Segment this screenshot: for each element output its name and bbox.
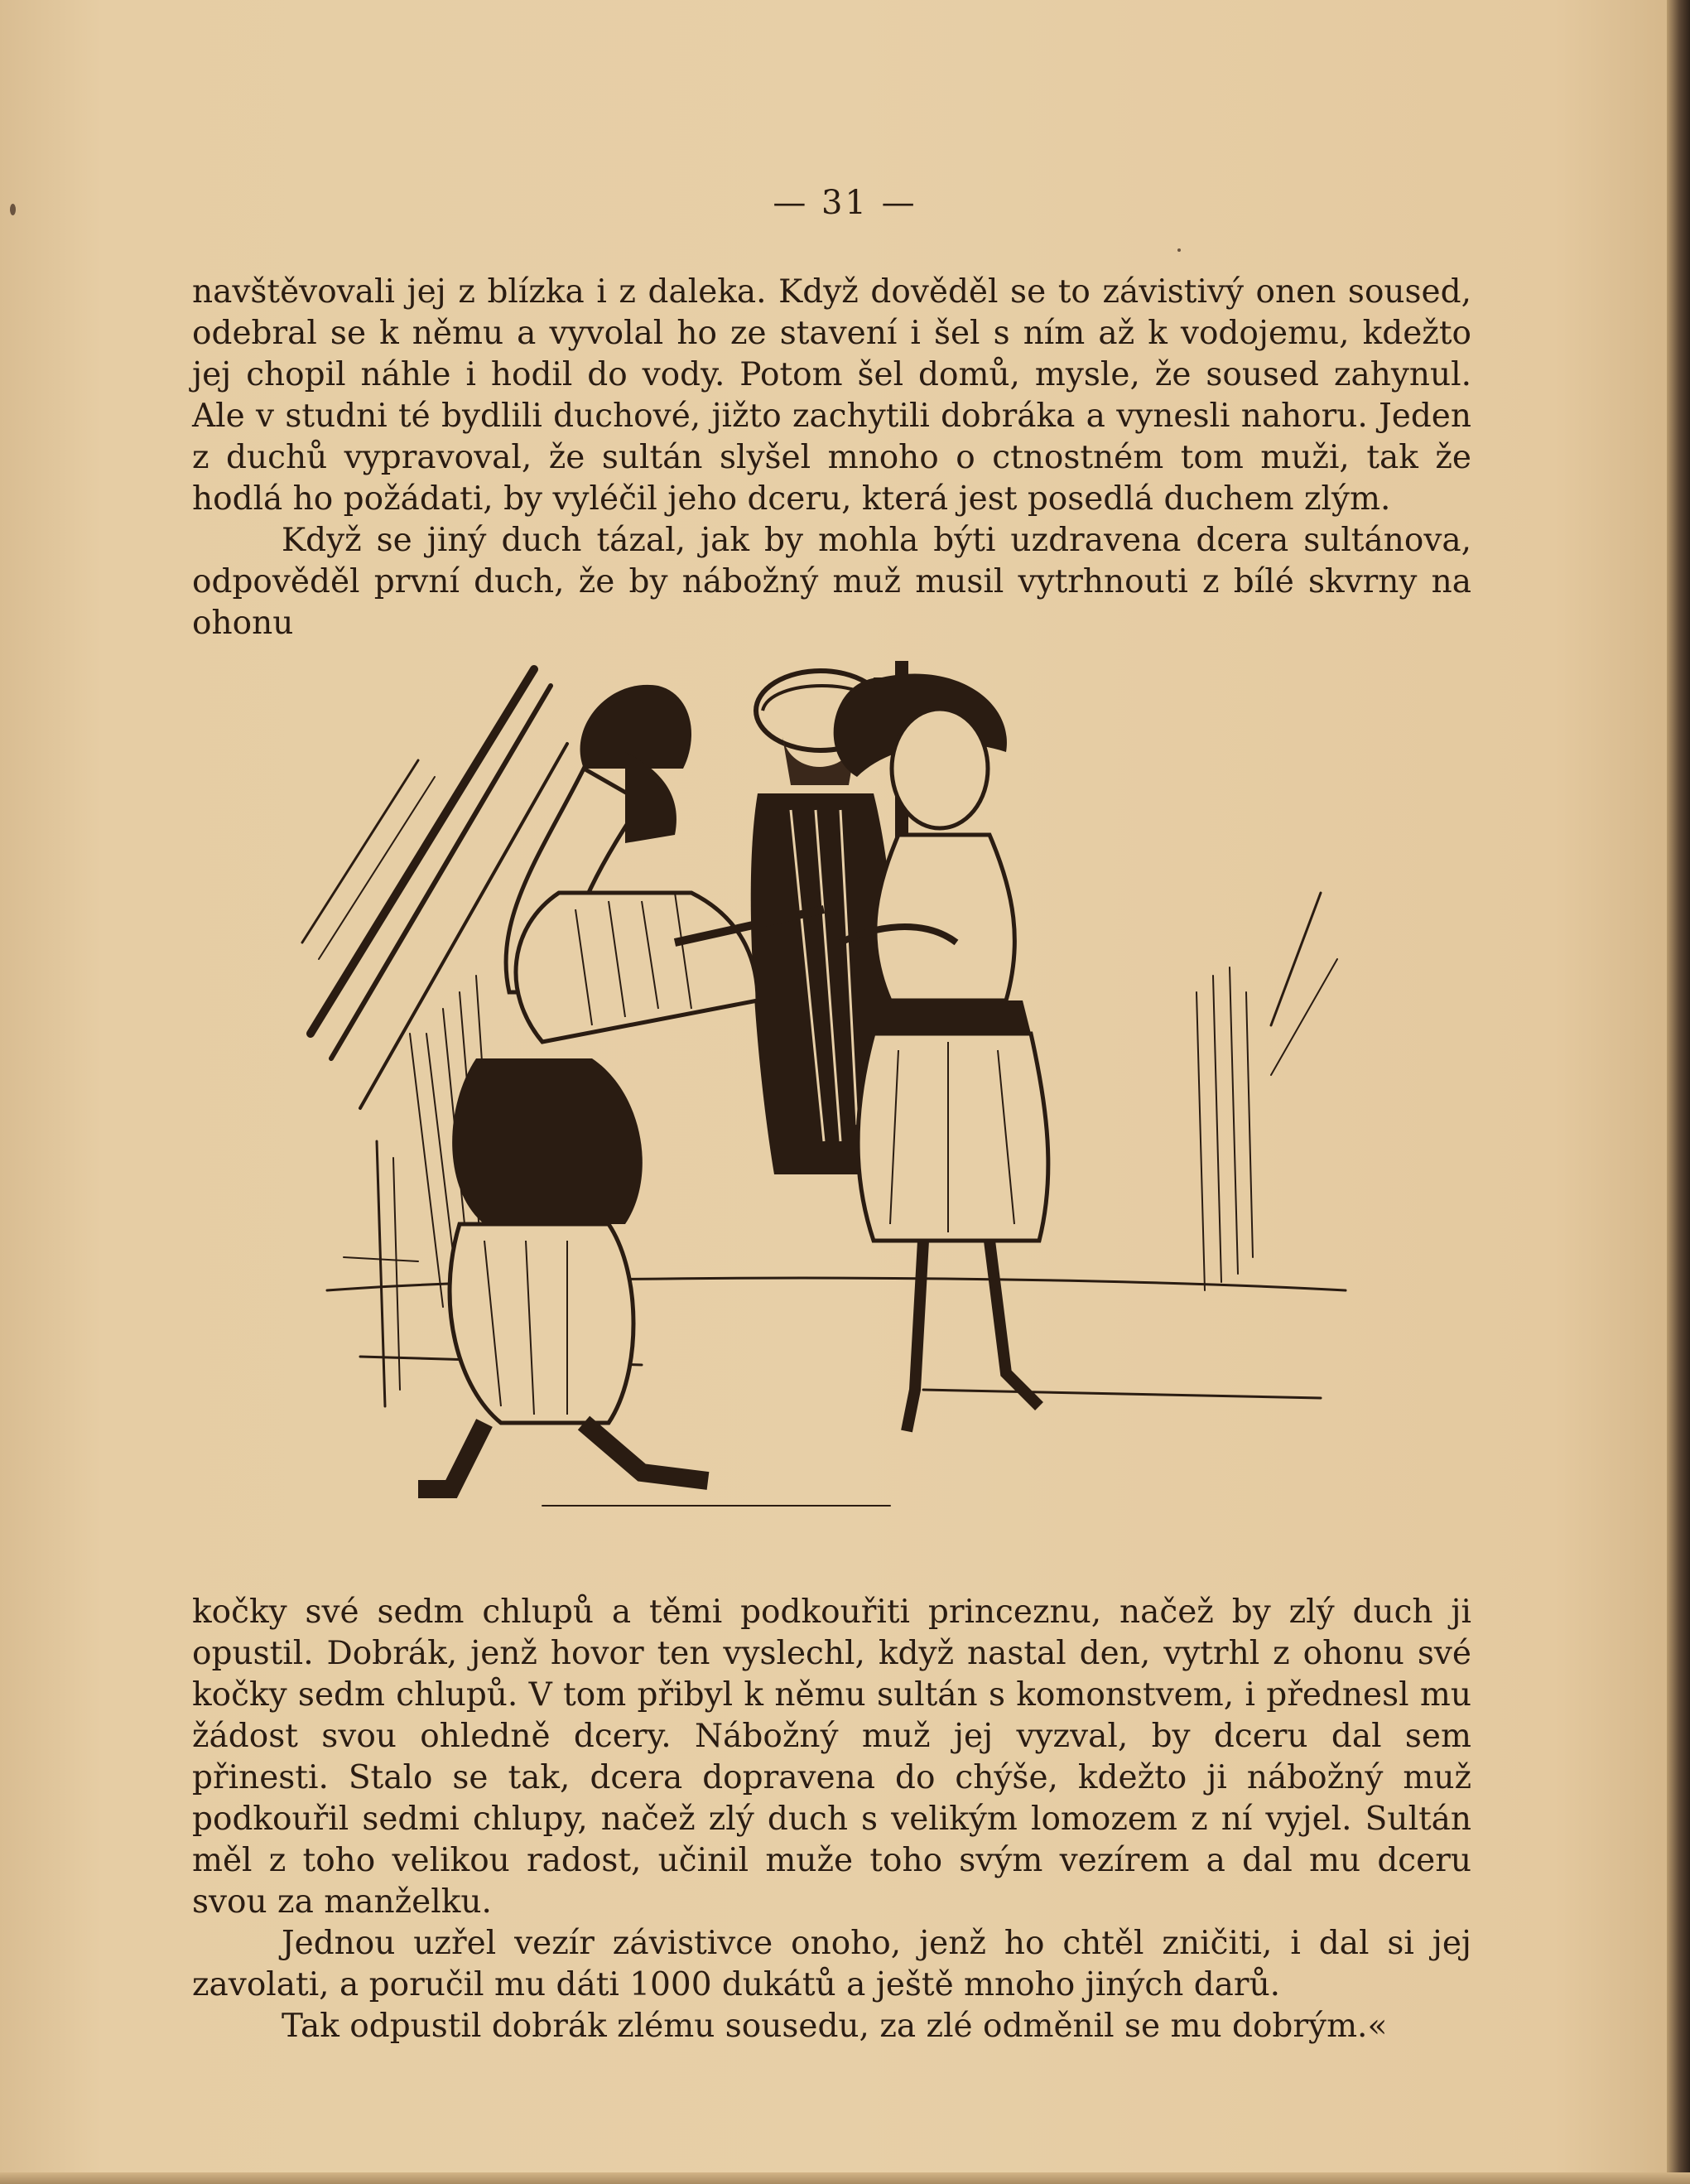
paragraph: Když se jiný duch tázal, jak by mohla býti uzdravena dcera sultánova, odpověděl první duch, že by nábožný muž musil vytrhnouti z bílé skvrny na ohonu (192, 522, 1471, 642)
text-block-top (192, 272, 1471, 644)
paragraph: navštěvovali jej z blízka i z daleka. Když dověděl se to závistivý onen soused, odebral se k němu a vyvolal ho ze stavení i šel s ním až k vodojemu, kdežto jej chopil náhle i hodil do vody. Potom šel domů, mysle, že soused zahynul. Ale v studni té bydlili duchové, jižto zachytili dobráka a vynesli nahoru. Jeden z duchů vypravoval, že sultán slyšel mnoho o ctnostném tom muži, tak že hodlá ho požádati, by vyléčil jeho dceru, která jest posedlá duchem zlým. (192, 273, 1471, 518)
paper-speck (1177, 248, 1181, 252)
text-block-bottom (192, 1592, 1471, 2047)
engraving-three-figures-icon (294, 644, 1370, 1540)
page-bottom-edge (0, 2172, 1690, 2184)
paragraph: Tak odpustil dobrák zlému sousedu, za zlé odměnil se mu dobrým.« (282, 2008, 1388, 2045)
illustration-drawing (294, 644, 1370, 1540)
page-number: — 31 — (773, 184, 917, 222)
page-edge-shadow (1667, 0, 1690, 2184)
paragraph: Jednou uzřel vezír závistivce onoho, jenž ho chtěl zničiti, i dal si jej zavolati, a poručil mu dáti 1000 dukátů a ještě mnoho jiných darů. (192, 1925, 1471, 2003)
paragraph: kočky své sedm chlupů a těmi podkouřiti princeznu, načež by zlý duch ji opustil. Dobrák, jenž hovor ten vyslechl, když nastal den, vytrhl z ohonu své kočky sedm chlupů. V tom přibyl k němu sultán s komonstvem, i přednesl mu žádost svou ohledně dcery. Nábožný muž jej vyzval, by dceru dal sem přinesti. Stalo se tak, dcera dopravena do chýše, kdežto ji nábožný muž podkouřil sedmi chlupy, načež zlý duch s velikým lomozem z ní vyjel. Sultán měl z toho velikou radost, učinil muže toho svým vezírem a dal mu dceru svou za manželku. (192, 1593, 1471, 1921)
